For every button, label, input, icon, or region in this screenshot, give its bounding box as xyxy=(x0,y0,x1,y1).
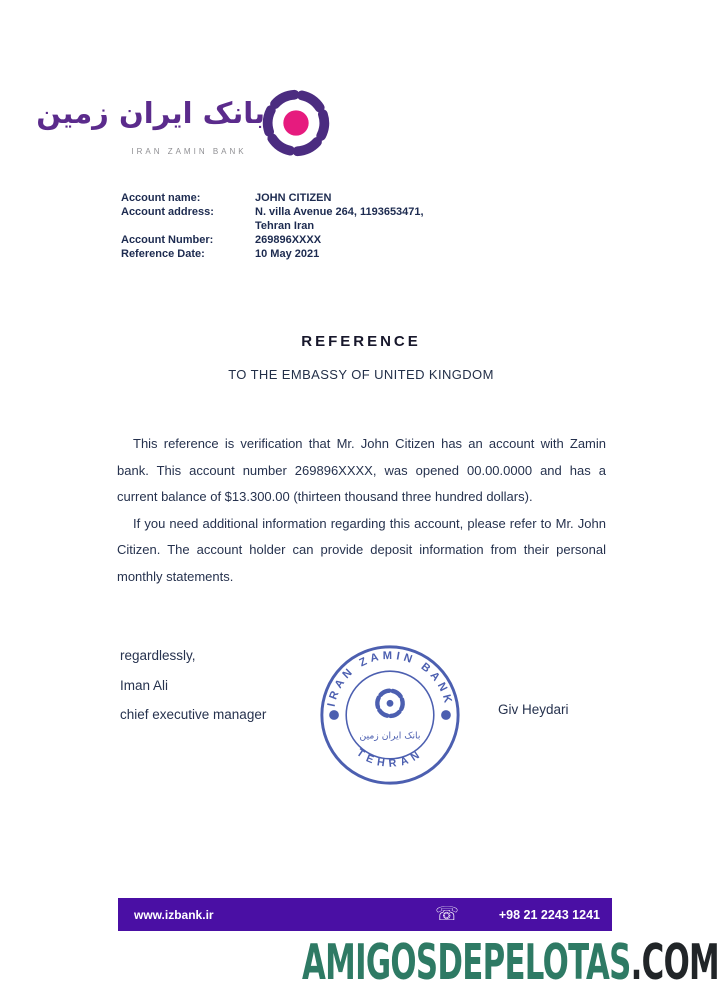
letter-body xyxy=(117,431,606,590)
signer-title: chief executive manager xyxy=(120,707,267,722)
watermark-green-text: AMIGOSDEPELOTAS xyxy=(302,934,631,992)
letter-paragraph-1: This reference is verification that Mr. John Citizen has an account with Zamin bank. This account number 269896XXXX, was opened 00.00.0000 and has a current balance of $13.300.00 (thirteen thousand three hundred dollars). xyxy=(117,436,606,504)
account-row xyxy=(121,206,424,220)
account-row xyxy=(121,192,424,206)
reference-date-value: 10 May 2021 xyxy=(255,247,320,260)
letter-title: REFERENCE xyxy=(301,333,421,350)
watermark-dark-text: .COM xyxy=(630,934,720,992)
stamp-top-text: IRAN ZAMIN BANK xyxy=(325,649,455,708)
signature-block xyxy=(120,641,266,730)
svg-text:IRAN ZAMIN BANK xyxy=(326,650,455,708)
stamp-persian-text: بانک ایران زمین xyxy=(359,730,421,742)
account-row xyxy=(121,248,424,262)
account-address-value-line2: Tehran Iran xyxy=(255,219,315,232)
stamp-bottom-text: TEHRAN xyxy=(354,746,426,770)
footer-phone-number: +98 21 2243 1241 xyxy=(498,907,600,922)
bank-logo-latin-text: IRAN ZAMIN BANK xyxy=(131,147,247,156)
account-details xyxy=(121,192,424,262)
account-number-label: Account Number: xyxy=(121,233,214,246)
svg-text:TEHRAN xyxy=(354,747,426,770)
watermark xyxy=(302,934,719,991)
footer-bar xyxy=(118,898,612,931)
stamp-left-dot xyxy=(329,710,339,720)
account-name-value: JOHN CITIZEN xyxy=(255,192,332,204)
letter-subject: TO THE EMBASSY OF UNITED KINGDOM xyxy=(228,367,494,382)
countersign-name: Giv Heydari xyxy=(498,702,569,717)
account-address-value: N. villa Avenue 264, 1193653471, xyxy=(255,205,424,218)
stamp-right-dot xyxy=(441,710,451,720)
bank-swirl-icon xyxy=(257,84,335,162)
account-name-label: Account name: xyxy=(121,192,201,204)
account-number-value: 269896XXXX xyxy=(255,233,322,246)
closing-line: regardlessly, xyxy=(120,648,196,663)
account-row xyxy=(121,220,424,234)
signer-name: Iman Ali xyxy=(120,677,169,693)
letter-paragraph-2: If you need additional information regarding this account, please refer to Mr. John Citizen. The account holder can provide deposit information from their personal monthly statements. xyxy=(117,515,606,584)
account-address-label: Account address: xyxy=(121,205,214,218)
bank-stamp xyxy=(317,642,463,788)
bank-logo-persian-text: بانک ایران زمین xyxy=(36,96,265,130)
footer-website: www.izbank.ir xyxy=(134,907,214,922)
phone-icon: ☏ xyxy=(435,903,459,925)
account-row xyxy=(121,234,424,248)
reference-date-label: Reference Date: xyxy=(121,247,205,260)
